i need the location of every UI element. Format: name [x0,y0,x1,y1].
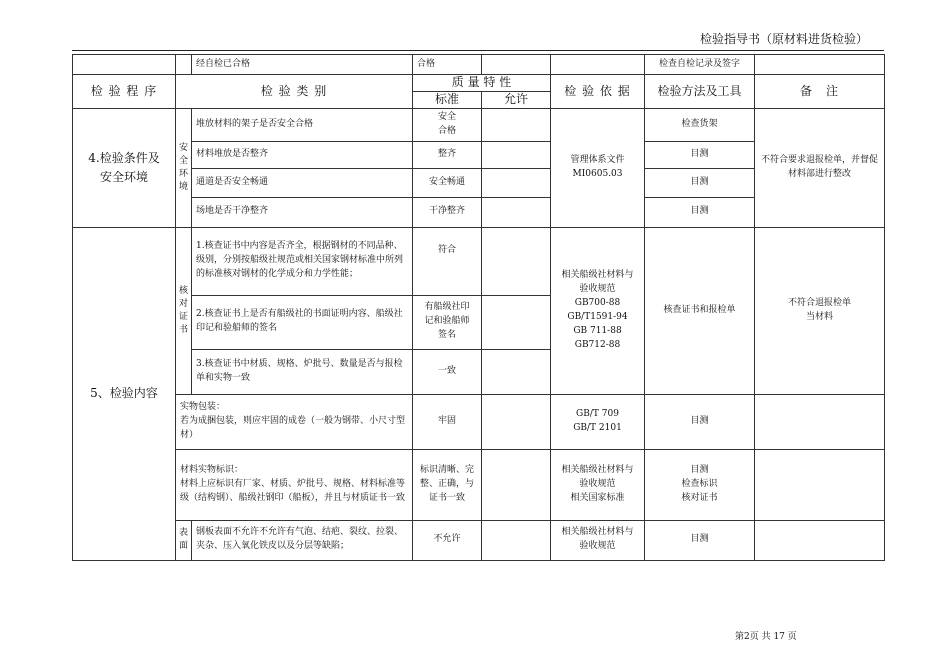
marking-tolerance [482,449,551,520]
col-header-remark: 备 注 [755,75,885,109]
col-header-program: 检 验 程 序 [73,75,176,109]
cert-item: 1.核查证书中内容是否齐全，根据钢材的不同品种、级别，分别按船级社规范或相关国家钢材标准中所列的标准核对钢材的化学成分和力学性能； [192,227,413,295]
cert-item: 3.核查证书中材质、规格、炉批号、数量是否与报检单和实物一致 [192,349,413,394]
cert-item-tolerance [482,295,551,349]
section4-item-tolerance [482,109,551,142]
section4-row-1 [73,109,885,142]
section4-item-method: 检查货架 [645,109,755,142]
surface-tolerance [482,520,551,560]
page-number: 第2页 共 17 页 [735,632,797,642]
col-header-category: 检 验 类 别 [176,75,413,109]
section4-item-tolerance [482,141,551,168]
cert-item-standard: 一致 [413,349,482,394]
packaging-standard: 牢固 [413,394,482,449]
section4-item-standard: 整齐 [413,141,482,168]
section4-item: 通道是否安全畅通 [192,168,413,197]
inspection-table [72,54,885,561]
top-row-remark [755,55,885,75]
packaging-basis: GB/T 709 GB/T 2101 [551,394,645,449]
cert-remark: 不符合退报检单 当材料 [755,227,885,394]
surface-basis: 相关船级社材料与 验收规范 [551,520,645,560]
section4-item-tolerance [482,197,551,227]
section4-program: 4.检验条件及 安全环境 [73,109,176,228]
section4-item-tolerance [482,168,551,197]
top-row-standard: 合格 [413,55,482,75]
section4-item-standard: 安全 合格 [413,109,482,142]
header-row-1 [73,75,885,92]
cert-basis: 相关船级社材料与 验收规范 GB700-88 GB/T1591-94 GB 711-88 GB712-88 [551,227,645,394]
section4-item: 场地是否干净整齐 [192,197,413,227]
cert-method: 核查证书和报检单 [645,227,755,394]
cert-item-tolerance [482,349,551,394]
cert-item: 2.核查证书上是否有船级社的书面证明内容、船级社印记和验船师的签名 [192,295,413,349]
packaging-tolerance [482,394,551,449]
top-row-item: 经自检已合格 [192,55,413,75]
top-row-tolerance [482,55,551,75]
section4-item: 材料堆放是否整齐 [192,141,413,168]
surface-standard: 不允许 [413,520,482,560]
surface-method: 目测 [645,520,755,560]
col-header-quality: 质 量 特 性 [413,75,551,92]
top-row-sub [176,55,192,75]
surface-label: 表 面 [176,520,192,560]
section5-row-surface [73,520,885,560]
marking-remark [755,449,885,520]
cert-item-standard: 符合 [413,227,482,295]
cert-item-tolerance [482,227,551,295]
marking-standard: 标识清晰、完 整、正确，与 证书一致 [413,449,482,520]
surface-item: 钢板表面不允许不允许有气泡、结疤、裂纹、拉裂、夹杂、压入氧化铁皮以及分层等缺陷； [192,520,413,560]
header-rule [72,50,884,51]
top-row [73,55,885,75]
section4-item-standard: 干净整齐 [413,197,482,227]
marking-item: 材料实物标识： 材料上应标识有厂家、材质、炉批号、规格、材料标准等级（结构钢）、船级社钢印（船板），并且与材质证书一致 [176,449,413,520]
section4-item-method: 目测 [645,141,755,168]
section4-item-standard: 安全畅通 [413,168,482,197]
cert-item-standard: 有船级社印 记和验船师 签名 [413,295,482,349]
packaging-remark [755,394,885,449]
marking-basis: 相关船级社材料与 验收规范 相关国家标准 [551,449,645,520]
packaging-item: 实物包装： 若为成捆包装，则应牢固的成卷（一般为钢带、小尺寸型材） [176,394,413,449]
col-header-standard: 标准 [413,92,482,109]
section4-item-method: 目测 [645,168,755,197]
section5-sublabel: 核 对 证 书 [176,227,192,394]
section5-program: 5、检验内容 [73,227,176,560]
section4-sublabel: 安 全 环 境 [176,109,192,228]
section5-row-packaging [73,394,885,449]
col-header-basis: 检 验 依 据 [551,75,645,109]
top-row-program [73,55,176,75]
top-row-basis [551,55,645,75]
section4-basis: 管理体系文件 MI0605.03 [551,109,645,228]
top-row-method: 检查自检记录及签字 [645,55,755,75]
col-header-tolerance: 允许 [482,92,551,109]
section4-item-method: 目测 [645,197,755,227]
section5-row-cert-1 [73,227,885,295]
section4-remark: 不符合要求退报检单，并督促材料部进行整改 [755,109,885,228]
marking-method: 目测 检查标识 核对证书 [645,449,755,520]
section4-item: 堆放材料的架子是否安全合格 [192,109,413,142]
packaging-method: 目测 [645,394,755,449]
section5-row-marking [73,449,885,520]
col-header-method: 检验方法及工具 [645,75,755,109]
surface-remark [755,520,885,560]
document-title: 检验指导书（原材料进货检验） [699,32,868,46]
